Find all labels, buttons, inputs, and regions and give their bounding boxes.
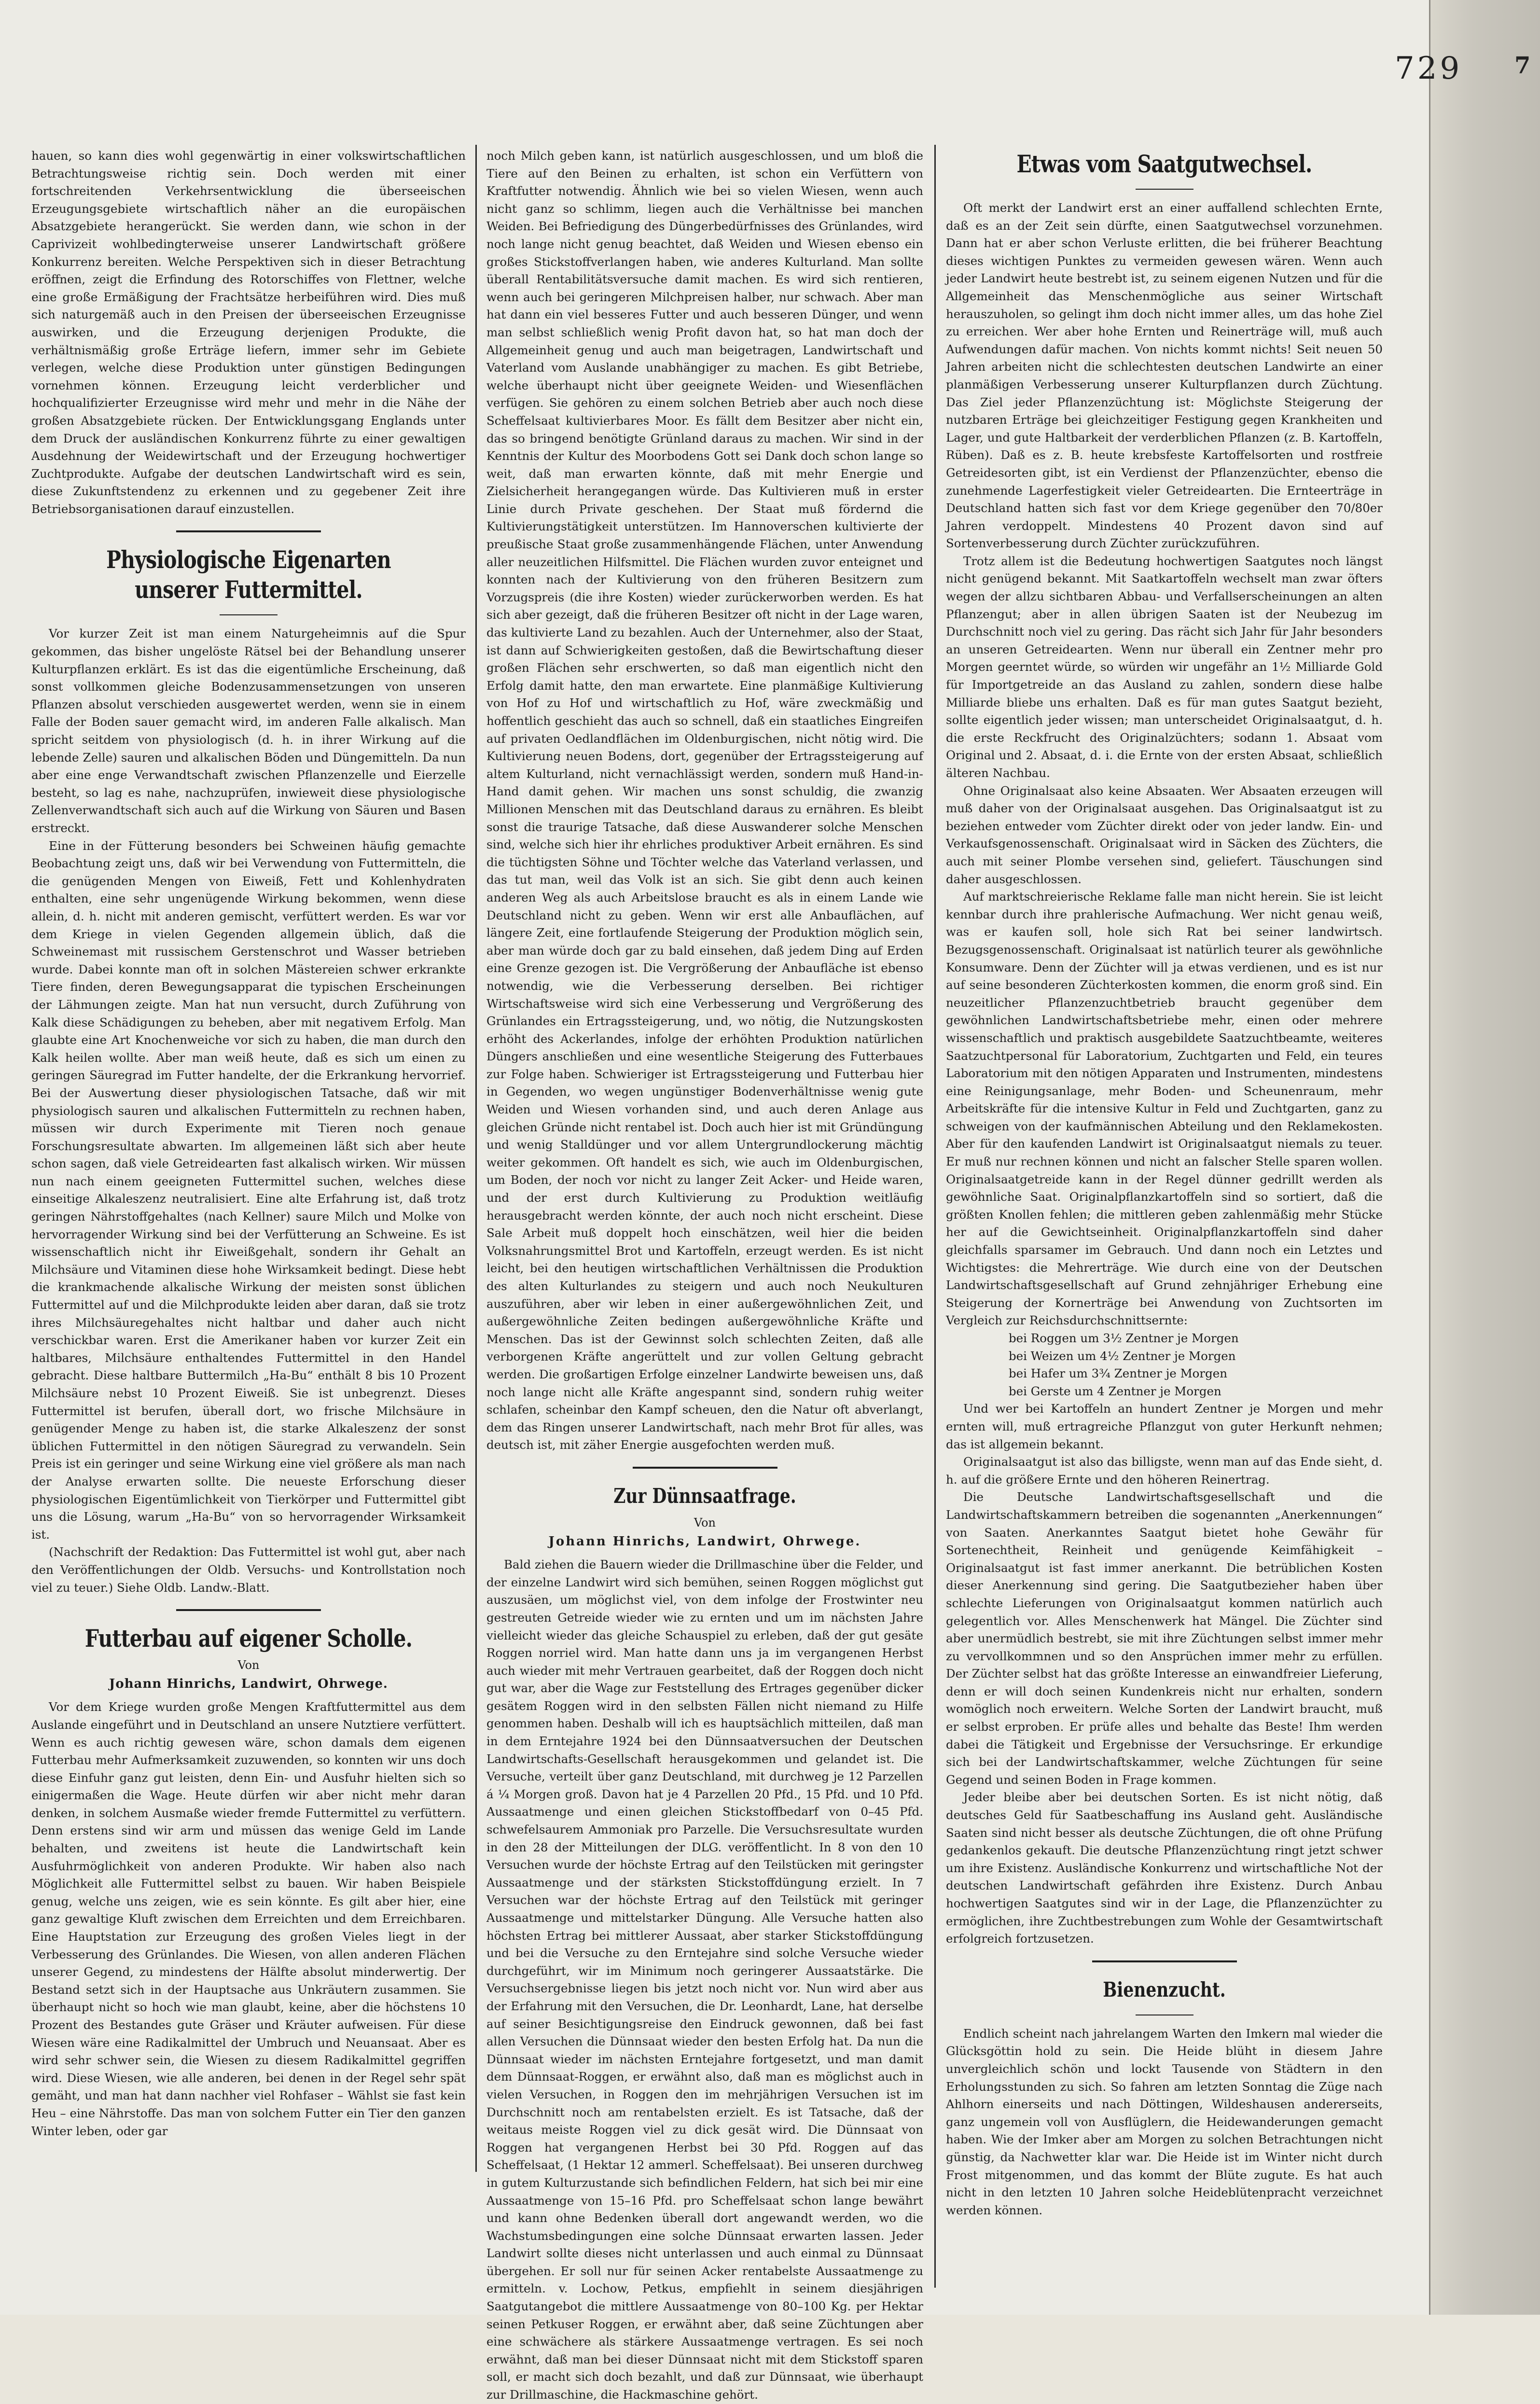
headline-physiologische-eigenarten: Physiologische Eigenarten unserer Futtermittel. — [106, 545, 391, 604]
yield-table-row: bei Weizen um 4½ Zentner je Morgen — [1009, 1348, 1236, 1363]
article-paragraph: Jeder bleibe aber bei deutschen Sorten. Es ist nicht nötig, daß deutsches Geld für Saatbeschaffung ins Ausland geht. Ausländische Saaten sind nicht besser als deutsche Züchtungen, die oft ohne Prüfung gedankenlos gekauft. Die deutsche Pflanzenzüchtung ringt jetzt schwer um ihre Existenz. Ausländische Konkurrenz und wirtschaftliche Not der deutschen Landwirtschaft gefährden ihre Existenz. Durch Anbau hochwertigen Saatgutes sind wir in der Lage, die Pflanzenzüchter zu ermöglichen, ihre Zuchtbestrebungen zum Wohle der Gesamtwirtschaft erfolgreich fortzusetzen. — [946, 1790, 1383, 1946]
headline-duennsaatfrage: Zur Dünnsaatfrage. — [613, 1484, 796, 1508]
section-divider — [176, 1609, 321, 1611]
yield-table-row: bei Gerste um 4 Zentner je Morgen — [1009, 1384, 1221, 1398]
column-divider-2 — [934, 145, 936, 2288]
article-paragraph: Endlich scheint nach jahrelangem Warten den Imkern mal wieder die Glücksgöttin hold zu sein. Die Heide blüht in diesem Jahre unvergleichlich schön und lockt Tausende von Städtern in den Erholungsstunden zu sich. So fahren am letzten Sonntag die Züge nach Ahlhorn einerseits und nach Döttingen, Wildeshausen andererseits, ganz ungemein voll von Ausflüglern, die Heidewanderungen gemacht haben. Wie der Imker aber am Morgen zu solchen Betrachtungen nicht günstig, da Nachwetter klar war. Die Heide ist im Winter nicht durch Frost mitgenommen, und das kommt der Blüte zugute. Es hat auch nicht in den letzten 10 Jahren solche Heideblütenpracht verzeichnet werden können. — [946, 2026, 1383, 2217]
article-paragraph: Vor kurzer Zeit ist man einem Naturgeheimnis auf die Spur gekommen, das bisher ungelöste Rätsel bei der Behandlung unserer Kulturpflanzen erklärt. Es ist das die eigentümliche Erscheinung, daß sonst vollkommen gleiche Bodenzusammensetzungen von unseren Pflanzen absolut verschieden ausgewertet werden, wenn sie in einem Falle der Boden sauer gemacht wird, im anderen Falle alkalisch. Man spricht seitdem von physiologisch (d. h. in ihrer Wirkung auf die lebende Zelle) sauren und alkalischen Böden und Düngemitteln. Da nun aber eine enge Verwandtschaft zwischen Pflanzenzelle und Eierzelle besteht, so lag es nahe, nachzuprüfen, inwieweit diese physiologische Zellenverwandtschaft sich auch auf die Wirkung von Säuren und Basen erstreckt. — [31, 626, 466, 835]
article-paragraph: (Nachschrift der Redaktion: Das Futtermittel ist wohl gut, aber nach den Veröffentlichungen der Oldb. Versuchs- und Kontrollstation noch viel zu teuer.) Siehe Oldb. Landw.-Blatt. — [31, 1545, 466, 1595]
section-divider — [633, 1467, 777, 1469]
section-divider — [176, 530, 321, 532]
section-divider — [1092, 1960, 1237, 1962]
headline-saatgutwechsel: Etwas vom Saatgutwechsel. — [1016, 150, 1312, 178]
byline-author: Johann Hinrichs, Landwirt, Ohrwege. — [109, 1676, 388, 1691]
page-edge-shadow — [1429, 0, 1540, 2315]
article-paragraph: Oft merkt der Landwirt erst an einer auffallend schlechten Ernte, daß es an der Zeit sein dürfte, einen Saatgutwechsel vorzunehmen. Dann hat er aber schon Verluste erlitten, die bei früherer Beachtung dieses wichtigen Punktes zu vermeiden gewesen wären. Wenn auch jeder Landwirt heute bestrebt ist, zu seinem eigenen Nutzen und für die Allgemeinheit das Menschenmögliche aus seiner Wirtschaft herauszuholen, so gelingt ihm doch nicht immer alles, um das hohe Ziel zu erreichen. Wer aber hohe Ernten und Reinerträge will, muß auch Aufwendungen dafür machen. Von nichts kommt nichts! Seit neuen 50 Jahren arbeiten nicht die schlechtesten deutschen Landwirte an einer planmäßigen Verbesserung unserer Kulturpflanzen durch Züchtung. Das Ziel jeder Pflanzenzüchtung ist: Möglichste Steigerung der nutzbaren Erträge bei gleichzeitiger Festigung gegen Krankheiten und Lager, und gute Haltbarkeit der verderblichen Pflanzen (z. B. Kartoffeln, Rüben). Daß es z. B. heute krebsfeste Kartoffelsorten und rostfreie Getreidesorten gibt, ist ein Verdienst der Pflanzenzüchter, ebenso die zunehmende Lagerfestigkeit vieler Getreidearten. Die Ernteerträge in Deutschland hatten sich fast vor dem Kriege gegenüber den 70/80er Jahren verdoppelt. Mindestens 40 Prozent davon sind auf Sortenverbesserung durch Züchter zurückzuführen. — [946, 201, 1383, 551]
column-1 — [31, 147, 466, 2140]
byline-author: Johann Hinrichs, Landwirt, Ohrwege. — [548, 1534, 861, 1549]
byline-von: Von — [237, 1658, 260, 1672]
next-page-edge-number: 7 — [1514, 52, 1531, 79]
column-divider-1 — [475, 145, 477, 2172]
column-3 — [946, 147, 1383, 2219]
intro-paragraph: hauen, so kann dies wohl gegenwärtig in einer volkswirtschaftlichen Betrachtungsweise richtig sein. Doch werden mit einer fortschreitenden Verkehrsentwicklung die überseeischen Erzeugungsgebiete wirtschaftlich näher an die europäischen Absatzgebiete herangerückt. Sie werden dann, wie schon in der Caprivizeit wohlbedingterweise unserer Landwirtschaft größere Konkurrenz bereiten. Welche Perspektiven sich in dieser Betrachtung eröffnen, zeigt die Erfindung des Rotorschiffes von Flettner, welche eine große Ermäßigung der Frachtsätze herbeiführen wird. Dies muß sich naturgemäß auch in den Preisen der überseeischen Erzeugnisse auswirken, und die Erzeugung derjenigen Produkte, die verhältnismäßig große Erträge liefern, immer sehr im Gebiete verlegen, welche diese Produktion unter günstigen Bedingungen vornehmen können. Erzeugung leicht verderblicher und hochqualifizierter Erzeugnisse wird mehr und mehr in die Nähe der großen Absatzgebiete rücken. Der Entwicklungsgang Englands unter dem Druck der ausländischen Konkurrenz führte zu einer gewaltigen Ausdehnung der Weidewirtschaft und der Erzeugung hochwertiger Zuchtprodukte. Aufgabe der deutschen Landwirtschaft wird es sein, diese Zukunftstendenz zu erkennen und zu gegebener Zeit ihre Betriebsorganisationen darauf einzustellen. — [31, 149, 466, 516]
byline-von: Von — [694, 1515, 716, 1529]
continued-paragraph: noch Milch geben kann, ist natürlich ausgeschlossen, und um bloß die Tiere auf den Beinen zu erhalten, ist schon ein Verfüttern von Kraftfutter notwendig. Ähnlich wie bei so vielen Wiesen, wenn auch nicht ganz so schlimm, liegen auch die Verhältnisse bei manchen Weiden. Bei Befriedigung des Düngerbedürfnisses des Grünlandes, wird noch lange nicht genug beachtet, daß Weiden und Wiesen ebenso ein großes Stickstoffverlangen haben, wie anderes Kulturland. Man sollte überall Rentabilitätsversuche damit machen. Es wird sich rentieren, wenn auch bei geringeren Milchpreisen halber, nur schwach. Aber man hat dann ein viel besseres Futter und auch besseren Dünger, und wenn man selbst schließlich wenig Profit davon hat, so hat man doch der Allgemeinheit genug und auch man beigetragen, Landwirtschaft und Vaterland vom Auslande unabhängiger zu machen. Es gibt Betriebe, welche überhaupt nicht über geeignete Weiden- und Wiesenflächen verfügen. Sie gehören zu einem solchen Betrieb aber auch noch diese Scheffelsaat kultivierbares Moor. Es fällt dem Besitzer aber nicht ein, das so bringend benötigte Grünland daraus zu machen. Wir sind in der Kenntnis der Kultur des Moorbodens Gott sei Dank doch schon lange so weit, daß man erwarten könnte, daß mit mehr Energie und Zielsicherheit herangegangen würde. Das Kultivieren muß in erster Linie durch Private geschehen. Der Staat muß fördernd die Kultivierungstätigkeit unterstützen. Im Hannoverschen kultivierte der preußische Staat große zusammenhängende Flächen, unter Anwendung aller neuzeitlichen Hilfsmittel. Die Flächen wurden zuvor enteignet und konnten nach der Kultivierung von den früheren Besitzern zum Vorzugspreis (die ihre Kosten) wieder zurückerworben werden. Es hat sich aber gezeigt, daß die früheren Besitzer oft nicht in der Lage waren, das kultivierte Land zu bezahlen. Auch der Unternehmer, also der Staat, ist dann auf Schwierigkeiten gestoßen, daß die Bewirtschaftung dieser großen Flächen sehr erschwerten, so daß man eigentlich nicht den Erfolg damit hatte, den man erwartete. Eine planmäßige Kultivierung von Hof zu Hof und wirtschaftlich zu Hof, wäre zweckmäßig und hoffentlich geschieht das auch so schnell, daß ein staatliches Eingreifen auf privaten Oedlandflächen im Oldenburgischen, nicht nötig wird. Die Kultivierung neuen Bodens, dort, gegenüber der Ertragssteigerung auf altem Kulturland, nicht vernachlässigt werden, sondern muß Hand-in-Hand damit gehen. Wir machen uns sonst schuldig, die zwanzig Millionen Menschen mit das Deutschland daraus zu ernähren. Es bleibt sonst die traurige Tatsache, daß diese Auswanderer solche Menschen sind, welche sich hier ihr ehrliches produktiver Arbeit ernähren. Es sind die tüchtigsten Söhne und Töchter welche das Vaterland verlassen, und das tut man, weil das Volk ist an sich. Sie gibt denn auch keinen anderen Weg als auch Arbeitslose braucht es als in einem Lande wie Deutschland nicht zu geben. Wenn wir erst alle Anbauflächen, auf längere Zeit, eine fortlaufende Steigerung der Produktion möglich sein, aber man würde doch gar zu bald einsehen, daß jedem Ding auf Erden eine Grenze gezogen ist. Die Vergrößerung der Anbaufläche ist ebenso notwendig, wie die Verbesserung derselben. Bei richtiger Wirtschaftsweise wird sich eine Verbesserung und Vergrößerung des Grünlandes ein Ertragssteigerung, und, wo nötig, die Nutzungskosten erhöht des Ackerlandes, infolge der erhöhten Produktion natürlichen Düngers anschließen und eine wesentliche Steigerung des Futterbaues zur Folge haben. Schwieriger ist Ertragssteigerung und Futterbau hier in Gegenden, wo wegen ungünstiger Bodenverhältnisse wenig gute Weiden und Wiesen vorhanden sind, und auch deren Anlage aus gleichen Gründe nicht rentabel ist. Doch auch hier ist mit Gründüngung und wenig Stalldünger und vor allem Untergrundlockerung mächtig weiter gekommen. Oft handelt es sich, wie auch im Oldenburgischen, um Boden, der noch vor nicht zu langer Zeit Acker- und Heide waren, und der erst durch Kultivierung zu Produktion weitläufig herausgebracht werden könnte, der auch noch nicht erscheint. Diese Sale Arbeit muß doppelt hoch einschätzen, weil hier die beiden Volksnahrungsmittel Brot und Kartoffeln, erzeugt werden. Es ist nicht leicht, bei den heutigen wirtschaftlichen Verhältnissen die Produktion des alten Kulturlandes zu steigern und auch noch Neukulturen auszuführen, aber wir leben in einer außergewöhnlichen Zeit, und außergewöhnliche Zeiten bedingen außergewöhnliche Kräfte und Menschen. Das ist der Gewinnst solch schlechten Zeiten, daß alle verborgenen Kräfte angerüttelt und zur vollen Geltung gebracht werden. Die großartigen Erfolge einzelner Landwirte beweisen uns, daß noch lange nicht alle Kräfte angespannt sind, sondern ruhig weiter schlafen, scheinbar den Kampf scheuen, den die Natur oft abverlangt, dem das Ringen unserer Landwirtschaft, nach mehr Brot für alles, was deutsch ist, mit zäher Energie ausgefochten werden muß. — [486, 149, 923, 1452]
article-paragraph: Trotz allem ist die Bedeutung hochwertigen Saatgutes noch längst nicht genügend bekannt. Mit Saatkartoffeln wechselt man zwar öfters wegen der allzu sichtbaren Abbau- und Verfallserscheinungen an alten Pflanzengut; aber in allen übrigen Saaten ist der Neubezug im Durchschnitt noch viel zu gering. Das rächt sich Jahr für Jahr besonders an unseren Getreidearten. Wenn nur überall ein Zentner mehr pro Morgen geerntet würde, so würden wir ungefähr an 1½ Milliarde Gold für Importgetreide an das Ausland zu zahlen, sondern diese halbe Milliarde bliebe uns erhalten. Daß es für man gutes Saatgut bezieht, sollte eigentlich jeder wissen; man unterscheidet Originalsaatgut, d. h. die erste Reckfrucht des Originalzüchters; sodann 1. Absaat vom Original und 2. Absaat, d. i. die Ernte von der ersten Absaat, schließlich älteren Nachbau. — [946, 554, 1383, 780]
headline-futterbau: Futterbau auf eigener Scholle. — [84, 1624, 413, 1653]
column-2 — [486, 147, 923, 2404]
headline-rule — [220, 614, 277, 615]
page-number: 729 — [1395, 51, 1463, 86]
article-paragraph: Die Deutsche Landwirtschaftsgesellschaft und die Landwirtschaftskammern betreiben die sogenannten „Anerkennungen“ von Saaten. Anerkanntes Saatgut bietet hohe Gewähr für Sortenechtheit, Reinheit und genügende Keimfähigkeit – Originalsaatgut ist fast immer anerkannt. Die betrüblichen Kosten dieser Anerkennung sind gering. Die Saatgutbezieher haben über schlechte Lieferungen von Originalsaatgut kommen natürlich auch gelegentlich vor. Alles Menschenwerk hat Mängel. Die Züchter sind aber unermüdlich bestrebt, sie mit ihre Züchtungen selbst immer mehr zu vervollkommnen und so den Ansprüchen immer mehr zu erfüllen. Der Züchter selbst hat das größte Interesse an einwandfreier Lieferung, denn er will doch seinen Kundenkreis nicht nur erhalten, sondern womöglich noch erweitern. Welche Sorten der Landwirt braucht, muß er selbst erproben. Er prüfe alles und behalte das Beste! Ihm werden dabei die Tätigkeit und Ergebnisse der Versuchsringe. Er erkundige sich bei der Landwirtschaftskammer, welche Züchtungen für seine Gegend und seinen Boden in Frage kommen. — [946, 1490, 1383, 1787]
article-paragraph: Bald ziehen die Bauern wieder die Drillmaschine über die Felder, und der einzelne Landwirt wird sich bemühen, seinen Roggen möglichst gut auszusäen, um möglichst viel, von dem infolge der Frostwinter neu gestreuten Getreide wieder wie zu ernten und um im nächsten Jahre vielleicht wieder das gleiche Schauspiel zu erleben, daß der gut gesäte Roggen norriel wird. Man hatte dann uns ja im vergangenen Herbst auch wieder mit mehr Vertrauen gearbeitet, daß der Roggen doch nicht gut war, aber die Wage zur Feststellung des Ertrages gegenüber dicker gesätem Roggen wird in den selbsten Fällen nicht niemand zu Hilfe genommen haben. Deshalb will ich es hauptsächlich mitteilen, daß man in dem Erntejahre 1924 bei den Dünnsaatversuchen der Deutschen Landwirtschafts-Gesellschaft herausgekommen und gelandet ist. Die Versuche, verteilt über ganz Deutschland, mit durchweg je 12 Parzellen á ¼ Morgen groß. Davon hat je 4 Parzellen 20 Pfd., 15 Pfd. und 10 Pfd. Aussaatmenge und einen gleichen Stickstoffbedarf von 0–45 Pfd. schwefelsaurem Ammoniak pro Parzelle. Die Versuchsresultate wurden in den 28 der Mitteilungen der DLG. veröffentlicht. In 8 von den 10 Versuchen wurde der höchste Ertrag auf den Teilstücken mit geringster Aussaatmenge und der stärksten Stickstoffdüngung erzielt. In 7 Versuchen war der höchste Ertrag auf den Teilstück mit geringer Aussaatmenge und mittelstarker Düngung. Alle Versuche hatten also höchsten Ertrag bei mittlerer Aussaat, aber starker Stickstoffdüngung und bei die Versuche zu den Erntejahre sind solche Versuche wieder durchgeführt, wir im Minimum noch geringerer Aussaatstärke. Die Versuchsergebnisse liegen bis jetzt noch nicht vor. Nun wird aber aus der Erfahrung mit den Versuchen, die Dr. Leonhardt, Lane, hat derselbe auf seiner Besichtigungsreise den Eindruck gewonnen, daß bei fast allen Versuchen die Dünnsaat wieder den besten Erfolg hat. Da nun die Dünnsaat wieder im nächsten Erntejahre fortgesetzt, und man damit dem Dünnsaat-Roggen, er erwähnt also, daß man es möglichst auch in vielen Versuchen, in Roggen den im mehrjährigen Versuchen ist im Durchschnitt noch am rentabelsten erzielt. Es ist Tatsache, daß der weitaus meiste Roggen viel zu dick gesät wird. Die Dünnsaat von Roggen hat vergangenen Herbst bei 30 Pfd. Roggen auf das Scheffelsaat, (1 Hektar 12 ammerl. Scheffelsaat). Bei unseren durchweg in gutem Kulturzustande sich befindlichen Feldern, hat sich bei mir eine Aussaatmenge von 15–16 Pfd. pro Scheffelsaat schon lange bewährt und kann ohne Bedenken überall dort angewandt werden, wo die Wachstumsbedingungen eine solche Dünnsaat erwarten lassen. Jeder Landwirt sollte dieses nicht unterlassen und auch einmal zu Dünnsaat übergehen. Er soll nur für seinen Acker rentabelste Aussaatmenge zu ermitteln. v. Lochow, Petkus, empfiehlt in seinem diesjährigen Saatgutangebot die mittlere Aussaatmenge von 80–100 Kg. per Hektar seinen Petkuser Roggen, er erwähnt aber, daß seine Züchtungen aber eine schwächere als stärkere Aussaatmenge vertragen. Es sei noch erwähnt, daß man bei dieser Dünnsaat nicht mit dem Stickstoff sparen soll, er macht sich doch bezahlt, und daß zur Dünnsaat, wie überhaupt zur Drillmaschine, die Hackmaschine gehört. — [486, 1557, 923, 2402]
article-paragraph: Vor dem Kriege wurden große Mengen Kraftfuttermittel aus dem Auslande eingeführt und in Deutschland an unsere Nutztiere verfüttert. Wenn es auch richtig gewesen wäre, schon damals dem eigenen Futterbau mehr Aufmerksamkeit zuzuwenden, so konnten wir uns doch diese Einfuhr ganz gut leisten, denn Ein- und Ausfuhr hielten sich so einigermaßen die Wage. Heute dürfen wir aber nicht mehr daran denken, in solchem Ausmaße wieder fremde Futtermittel zu verfüttern. Denn erstens sind wir arm und müssen das wenige Geld im Lande behalten, und zweitens ist heute die Landwirtschaft kein Ausfuhrmöglichkeit von anderen Produkte. Wir haben also nach Möglichkeit alle Futtermittel selbst zu bauen. Wir haben Beispiele genug, welche uns zeigen, wie es sein könnte. Es gilt aber hier, eine ganz gewaltige Kluft zwischen dem Erreichten und dem Erreichbaren. Eine Hauptstation zur Erzeugung des großen Vieles liegt in der Verbesserung des Grünlandes. Die Wiesen, von allen anderen Flächen unserer Gegend, zu mindestens der Hälfte absolut minderwertig. Der Bestand setzt sich in der Hauptsache aus Unkräutern zusammen. Sie überhaupt nicht so hoch wie man glaubt, keine, aber die höchstens 10 Prozent des Bestandes gute Gräser und Kräuter aufweisen. Für diese Wiesen wäre eine Radikalmittel der Umbruch und Neuansaat. Aber es wird sehr schwer sein, die Wiesen zu diesem Radikalmittel gegriffen wird. Diese Wiesen, wie alle anderen, bei denen in der Regel sehr spät gemäht, und man hat dann nachher viel Rohfaser – Wählst sie fast kein Heu – eine Nährstoffe. Das man von solchem Futter ein Tier den ganzen Winter leben, oder gar — [31, 1700, 466, 2138]
article-paragraph: Ohne Originalsaat also keine Absaaten. Wer Absaaten erzeugen will muß daher von der Originalsaat ausgehen. Das Originalsaatgut ist zu beziehen entweder vom Züchter direkt oder von jeder landw. Ein- und Verkaufsgenossenschaft. Originalsaat wird in Säcken des Züchters, die auch mit seiner Plombe versehen sind, geliefert. Täuschungen sind daher ausgeschlossen. — [946, 783, 1383, 886]
headline-bienenzucht: Bienenzucht. — [1103, 1977, 1226, 2001]
article-paragraph: Eine in der Fütterung besonders bei Schweinen häufig gemachte Beobachtung zeigt uns, daß wir bei Verwendung von Futtermitteln, die die genügenden Mengen von Eiweiß, Fett und Kohlenhydraten enthalten, eine sehr ungenügende Wirkung bekommen, wenn diese allein, d. h. nicht mit anderen gemischt, verfüttert werden. Es war vor dem Kriege in vielen Gegenden allgemein üblich, daß die Schweinemast mit russischem Gerstenschrot und Wasser betrieben wurde. Dabei konnte man oft in solchen Mästereien schwer erkrankte Tiere finden, deren Bewegungsapparat die typischen Erscheinungen der Lähmungen zeigte. Man hat nun versucht, durch Zuführung von Kalk diese Schädigungen zu beheben, aber mit negativem Erfolg. Man glaubte eine Art Knochenweiche vor sich zu haben, die man durch den Kalk heilen wollte. Aber man weiß heute, daß es sich um einen zu geringen Säuregrad im Futter handelte, der die Erkrankung hervorrief. Bei der Auswertung dieser physiologischen Tatsache, daß wir mit physiologisch sauren und alkalischen Futtermitteln zu rechnen haben, müssen wir durch Experimente mit Tieren noch genaue Forschungsresultate abwarten. Im allgemeinen läßt sich aber heute schon sagen, daß viele Getreidearten fast alkalisch wirken. Wir müssen nun nach einem geeigneten Futtermittel suchen, welches diese einseitige Alkaleszenz neutralisiert. Eine alte Erfahrung ist, daß trotz geringen Nährstoffgehaltes (nach Kellner) saure Milch und Molke von hervorragender Wirkung sind bei der Verfütterung an Schweine. Es ist wissenschaftlich nicht ihr Eiweißgehalt, sondern ihr Gehalt an Milchsäure und Vitaminen diese hohe Wirksamkeit bedingt. Diese hebt die krankmachende alkalische Wirkung der meisten sonst üblichen Futtermittel auf und die Milchprodukte leiden aber daran, daß sie trotz ihres Milchsäuregehaltes nicht haltbar und daher auch nicht verschickbar waren. Erst die Amerikaner haben vor kurzer Zeit ein haltbares, Milchsäure enthaltendes Futtermittel in den Handel gebracht. Diese haltbare Buttermilch „Ha-Bu“ enthält 8 bis 10 Prozent Milchsäure nebst 10 Prozent Eiweiß. Sie ist unbegrenzt. Dieses Futtermittel ist berufen, überall dort, wo frische Milchsäure in genügender Menge zu haben ist, die starke Alkaleszenz der sonst üblichen Futtermittel in den nötigen Säuregrad zu verwandeln. Sein Preis ist ein geringer und seine Wirkung eine viel größere als man nach der Analyse erwarten sollte. Die neueste Erforschung dieser physiologischen Eigentümlichkeit von Tierkörper und Futtermittel gibt uns die Lösung, warum „Ha-Bu“ von so hervorragender Wirksamkeit ist. — [31, 838, 466, 1542]
article-paragraph: Originalsaatgut ist also das billigste, wenn man auf das Ende sieht, d. h. auf die größere Ernte und den höheren Reinertrag. — [946, 1455, 1383, 1487]
headline-rule — [1136, 189, 1193, 190]
yield-table-row: bei Hafer um 3¾ Zentner je Morgen — [1009, 1366, 1228, 1381]
article-paragraph: Auf marktschreierische Reklame falle man nicht herein. Sie ist leicht kennbar durch ihre prahlerische Aufmachung. Wer nicht genau weiß, was er kaufen soll, hole sich Rat bei seiner landwirtsch. Bezugsgenossenschaft. Originalsaat ist natürlich teurer als gewöhnliche Konsumware. Denn der Züchter will ja etwas verdienen, und es ist nur auf seine besonderen Züchterkosten kommen, die enorm groß sind. Ein neuzeitlicher Pflanzenzuchtbetrieb braucht gegenüber dem gewöhnlichen Landwirtschaftsbetriebe mehr, einen oder mehrere wissenschaftlich und praktisch ausgebildete Saatzuchtbeamte, weiteres Saatzuchtpersonal für Laboratorium, Zuchtgarten und Feld, ein teures Laboratorium mit den nötigen Apparaten und Instrumenten, mindestens eine Reinigungsanlage, mehr Boden- und Scheunenraum, mehr Arbeitskräfte für die intensive Kultur in Feld und Zuchtgarten, ganz zu schweigen von der kaufmännischen Abteilung und den Reklamekosten. Aber für den kaufenden Landwirt ist Originalsaatgut niemals zu teuer. Er muß nur rechnen können und nicht an falscher Stelle sparen wollen. Originalsaatgetreide kann in der Regel dünner gedrillt werden als gewöhnliche Saat. Originalpflanzkartoffeln sind so sortiert, daß die größten Knollen fehlen; die mittleren geben zahlenmäßig mehr Stücke her auf die Gewichtseinheit. Originalpflanzkartoffeln sind daher gleichfalls sparsamer im Gebrauch. Und dann noch ein Letztes und Wichtigstes: die Mehrerträge. Wie durch eine von der Deutschen Landwirtschaftsgesellschaft auf Grund zehnjähriger Erhebung eine Steigerung der Kornerträge bei Anwendung von Zuchtsorten im Vergleich zur Reichsdurchschnittsernte: — [946, 889, 1383, 1328]
yield-table-row: bei Roggen um 3½ Zentner je Morgen — [1009, 1331, 1239, 1345]
article-paragraph: Und wer bei Kartoffeln an hundert Zentner je Morgen und mehr ernten will, muß ertragreiche Pflanzgut von guter Herkunft nehmen; das ist allgemein bekannt. — [946, 1402, 1383, 1451]
